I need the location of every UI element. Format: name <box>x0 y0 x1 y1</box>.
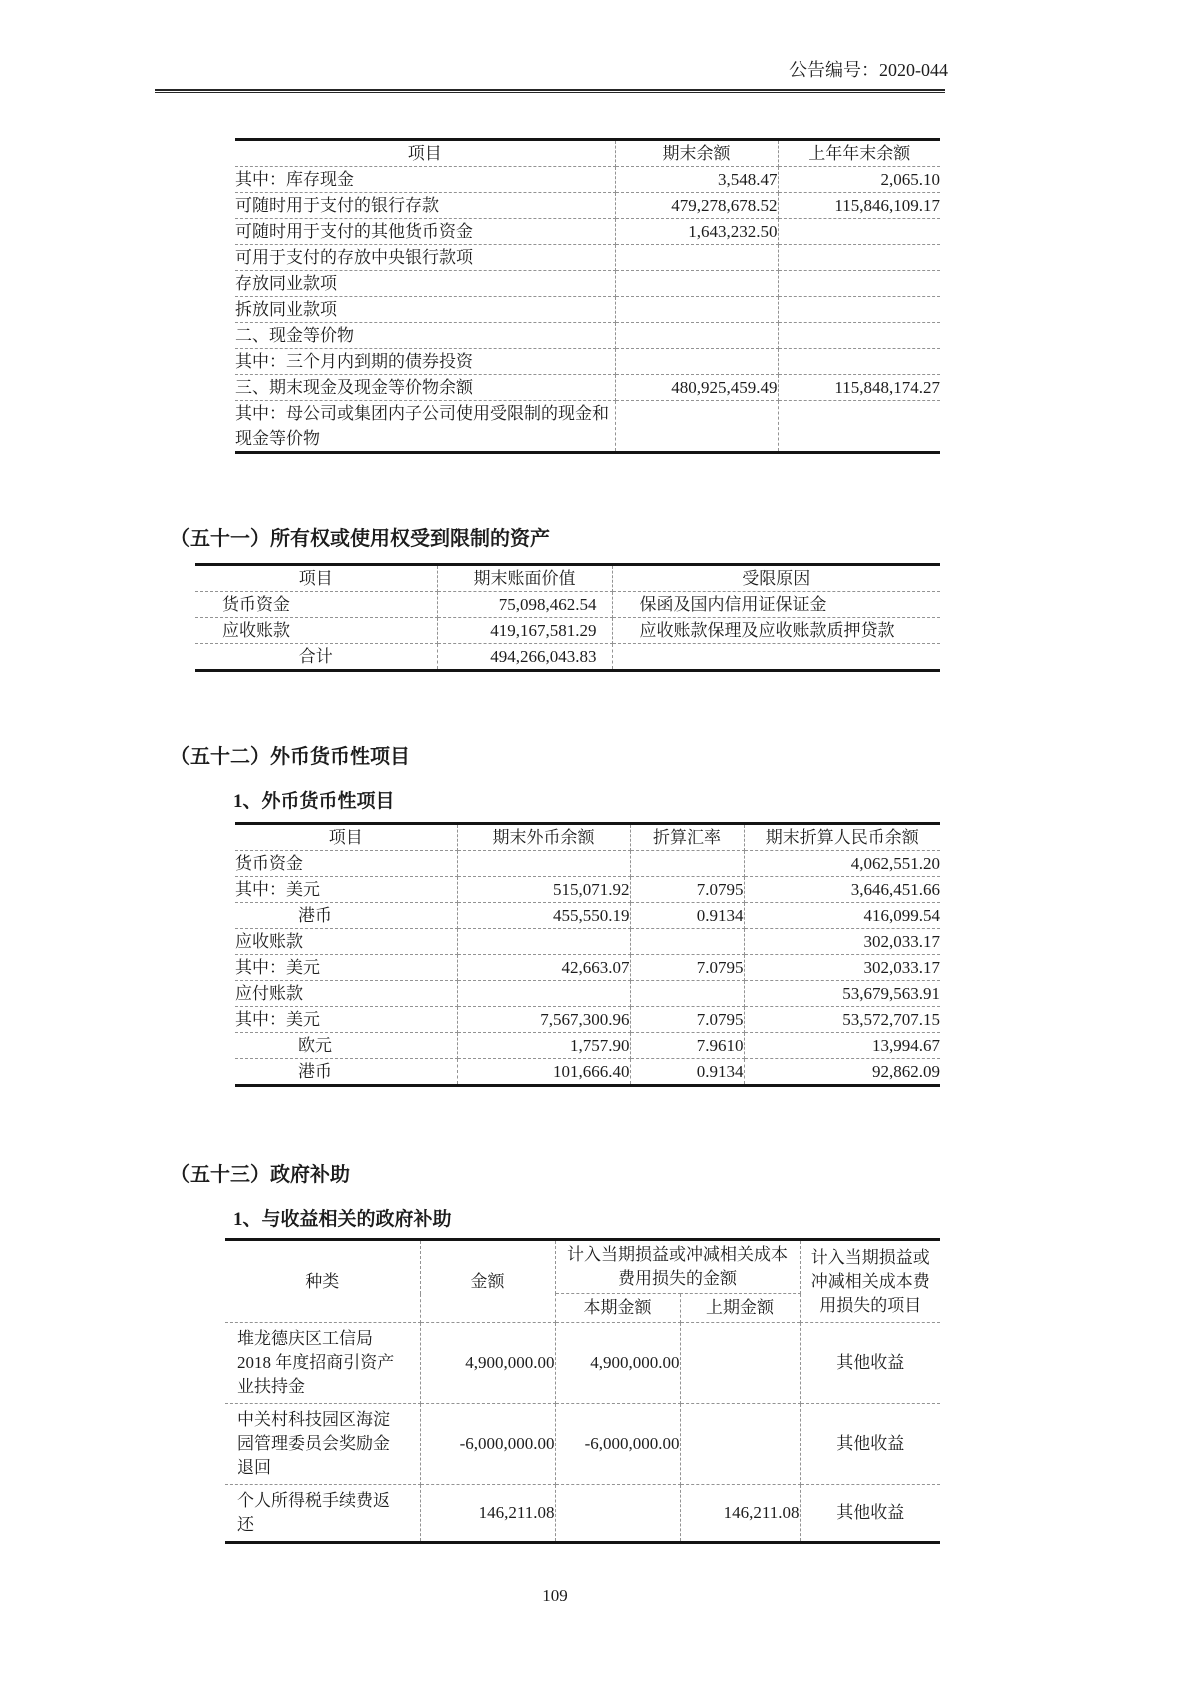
current-amount-cell: -6,000,000.00 <box>555 1404 680 1485</box>
amount-cell <box>778 271 940 297</box>
item-cell: 应收账款 <box>235 929 457 955</box>
amount-cell: 2,065.10 <box>778 167 940 193</box>
column-header: 期末余额 <box>615 140 778 167</box>
foreign-amount-cell <box>457 851 630 877</box>
amount-cell: 115,846,109.17 <box>778 193 940 219</box>
rate-cell <box>630 851 744 877</box>
rate-cell: 7.0795 <box>630 1007 744 1033</box>
table-header-row <box>235 140 940 167</box>
column-header: 项目 <box>235 140 615 167</box>
current-amount-cell <box>555 1485 680 1543</box>
table-row <box>235 981 940 1007</box>
table-row <box>235 1033 940 1059</box>
amount-cell: 1,643,232.50 <box>615 219 778 245</box>
item-cell: 其中：母公司或集团内子公司使用受限制的现金和现金等价物 <box>235 401 615 453</box>
item-cell: 三、期末现金及现金等价物余额 <box>235 375 615 401</box>
table-row <box>235 851 940 877</box>
column-header-group: 计入当期损益或冲减相关成本费用损失的金额 <box>555 1240 800 1294</box>
rmb-amount-cell: 302,033.17 <box>744 955 940 981</box>
amount-cell: 75,098,462.54 <box>437 592 612 618</box>
table-row <box>235 903 940 929</box>
table-row <box>235 193 940 219</box>
rate-cell <box>630 981 744 1007</box>
amount-cell: 4,900,000.00 <box>420 1323 555 1404</box>
amount-cell: 419,167,581.29 <box>437 618 612 644</box>
table-row <box>235 167 940 193</box>
reason-cell: 应收账款保理及应收账款质押贷款 <box>612 618 940 644</box>
table-row <box>225 1323 940 1404</box>
table-row <box>195 644 940 671</box>
total-label-cell: 合计 <box>195 644 437 671</box>
amount-cell: 3,548.47 <box>615 167 778 193</box>
prior-amount-cell: 146,211.08 <box>680 1485 800 1543</box>
item-cell: 其中：三个月内到期的债券投资 <box>235 349 615 375</box>
item-cell: 可随时用于支付的其他货币资金 <box>235 219 615 245</box>
page-number: 109 <box>542 1586 568 1605</box>
foreign-amount-cell: 515,071.92 <box>457 877 630 903</box>
table-row <box>235 1059 940 1086</box>
column-header: 折算汇率 <box>630 824 744 851</box>
foreign-amount-cell <box>457 981 630 1007</box>
section-heading-52: （五十二）外币货币性项目 <box>170 746 410 768</box>
current-amount-cell: 4,900,000.00 <box>555 1323 680 1404</box>
item-cell: 货币资金 <box>235 851 457 877</box>
item-cell: 港币 <box>235 903 457 929</box>
foreign-amount-cell: 455,550.19 <box>457 903 630 929</box>
table-row <box>235 877 940 903</box>
rate-cell: 7.9610 <box>630 1033 744 1059</box>
table-row <box>235 929 940 955</box>
item-cell: 货币资金 <box>195 592 437 618</box>
column-header: 项目 <box>235 824 457 851</box>
foreign-amount-cell: 1,757.90 <box>457 1033 630 1059</box>
amount-cell: 146,211.08 <box>420 1485 555 1543</box>
amount-cell <box>778 297 940 323</box>
table-row <box>235 349 940 375</box>
column-header: 本期金额 <box>555 1294 680 1323</box>
item-cell: 二、现金等价物 <box>235 323 615 349</box>
rate-cell: 7.0795 <box>630 877 744 903</box>
rate-cell: 0.9134 <box>630 1059 744 1086</box>
table-row <box>235 297 940 323</box>
amount-cell <box>615 401 778 453</box>
reason-cell <box>612 644 940 671</box>
table-row <box>195 618 940 644</box>
item-cell: 可用于支付的存放中央银行款项 <box>235 245 615 271</box>
table-row <box>235 955 940 981</box>
item-cell: 港币 <box>235 1059 457 1086</box>
amount-cell <box>615 349 778 375</box>
government-grants-table <box>225 1238 940 1544</box>
header-rule <box>155 89 945 93</box>
amount-cell <box>615 297 778 323</box>
grant-kind-cell: 个人所得税手续费返还 <box>225 1485 420 1543</box>
rate-cell: 7.0795 <box>630 955 744 981</box>
project-cell: 其他收益 <box>800 1404 940 1485</box>
column-header: 期末账面价值 <box>437 565 612 592</box>
table-row <box>235 1007 940 1033</box>
amount-cell: 115,848,174.27 <box>778 375 940 401</box>
column-header: 金额 <box>420 1240 555 1323</box>
column-header: 种类 <box>225 1240 420 1323</box>
column-header: 计入当期损益或冲减相关成本费用损失的项目 <box>800 1240 940 1323</box>
amount-cell <box>615 271 778 297</box>
table-row <box>235 245 940 271</box>
table-row <box>195 592 940 618</box>
column-header: 期末折算人民币余额 <box>744 824 940 851</box>
rmb-amount-cell: 4,062,551.20 <box>744 851 940 877</box>
amount-cell <box>615 323 778 349</box>
reason-cell: 保函及国内信用证保证金 <box>612 592 940 618</box>
document-header <box>0 0 948 82</box>
rmb-amount-cell: 92,862.09 <box>744 1059 940 1086</box>
subsection-heading-53-1: 1、与收益相关的政府补助 <box>233 1209 452 1230</box>
column-header: 项目 <box>195 565 437 592</box>
rmb-amount-cell: 416,099.54 <box>744 903 940 929</box>
column-header: 期末外币余额 <box>457 824 630 851</box>
rmb-amount-cell: 53,679,563.91 <box>744 981 940 1007</box>
column-header: 上年年末余额 <box>778 140 940 167</box>
item-cell: 其中：美元 <box>235 1007 457 1033</box>
rmb-amount-cell: 53,572,707.15 <box>744 1007 940 1033</box>
item-cell: 其中：美元 <box>235 877 457 903</box>
foreign-amount-cell: 7,567,300.96 <box>457 1007 630 1033</box>
grant-kind-cell: 堆龙德庆区工信局2018 年度招商引资产业扶持金 <box>225 1323 420 1404</box>
table-header-row <box>235 824 940 851</box>
amount-cell: -6,000,000.00 <box>420 1404 555 1485</box>
amount-cell <box>615 245 778 271</box>
amount-cell <box>778 323 940 349</box>
table-row <box>225 1485 940 1543</box>
rate-cell <box>630 929 744 955</box>
table-row <box>235 323 940 349</box>
table-row <box>235 375 940 401</box>
project-cell: 其他收益 <box>800 1323 940 1404</box>
section-heading-51: （五十一）所有权或使用权受到限制的资产 <box>170 528 550 550</box>
foreign-amount-cell <box>457 929 630 955</box>
amount-cell <box>778 401 940 453</box>
prior-amount-cell <box>680 1323 800 1404</box>
prior-amount-cell <box>680 1404 800 1485</box>
amount-cell: 479,278,678.52 <box>615 193 778 219</box>
announcement-number: 公告编号：2020-044 <box>789 60 948 80</box>
foreign-amount-cell: 42,663.07 <box>457 955 630 981</box>
grant-kind-cell: 中关村科技园区海淀园管理委员会奖励金退回 <box>225 1404 420 1485</box>
item-cell: 存放同业款项 <box>235 271 615 297</box>
item-cell: 欧元 <box>235 1033 457 1059</box>
foreign-currency-table <box>235 822 940 1087</box>
table-header-row <box>195 565 940 592</box>
item-cell: 其中：库存现金 <box>235 167 615 193</box>
rmb-amount-cell: 302,033.17 <box>744 929 940 955</box>
amount-cell: 494,266,043.83 <box>437 644 612 671</box>
project-cell: 其他收益 <box>800 1485 940 1543</box>
table-header-row <box>225 1240 940 1294</box>
amount-cell <box>778 349 940 375</box>
table-row <box>235 219 940 245</box>
restricted-assets-table <box>195 563 940 672</box>
foreign-amount-cell: 101,666.40 <box>457 1059 630 1086</box>
section-heading-53: （五十三）政府补助 <box>170 1164 350 1186</box>
column-header: 上期金额 <box>680 1294 800 1323</box>
subsection-heading-52-1: 1、外币货币性项目 <box>233 791 395 812</box>
item-cell: 拆放同业款项 <box>235 297 615 323</box>
amount-cell <box>778 245 940 271</box>
amount-cell: 480,925,459.49 <box>615 375 778 401</box>
rmb-amount-cell: 3,646,451.66 <box>744 877 940 903</box>
rmb-amount-cell: 13,994.67 <box>744 1033 940 1059</box>
cash-equivalents-table <box>235 138 940 454</box>
table-row <box>225 1404 940 1485</box>
table-row <box>235 401 940 453</box>
amount-cell <box>778 219 940 245</box>
column-header: 受限原因 <box>612 565 940 592</box>
item-cell: 其中：美元 <box>235 955 457 981</box>
item-cell: 可随时用于支付的银行存款 <box>235 193 615 219</box>
item-cell: 应收账款 <box>195 618 437 644</box>
item-cell: 应付账款 <box>235 981 457 1007</box>
table-row <box>235 271 940 297</box>
rate-cell: 0.9134 <box>630 903 744 929</box>
